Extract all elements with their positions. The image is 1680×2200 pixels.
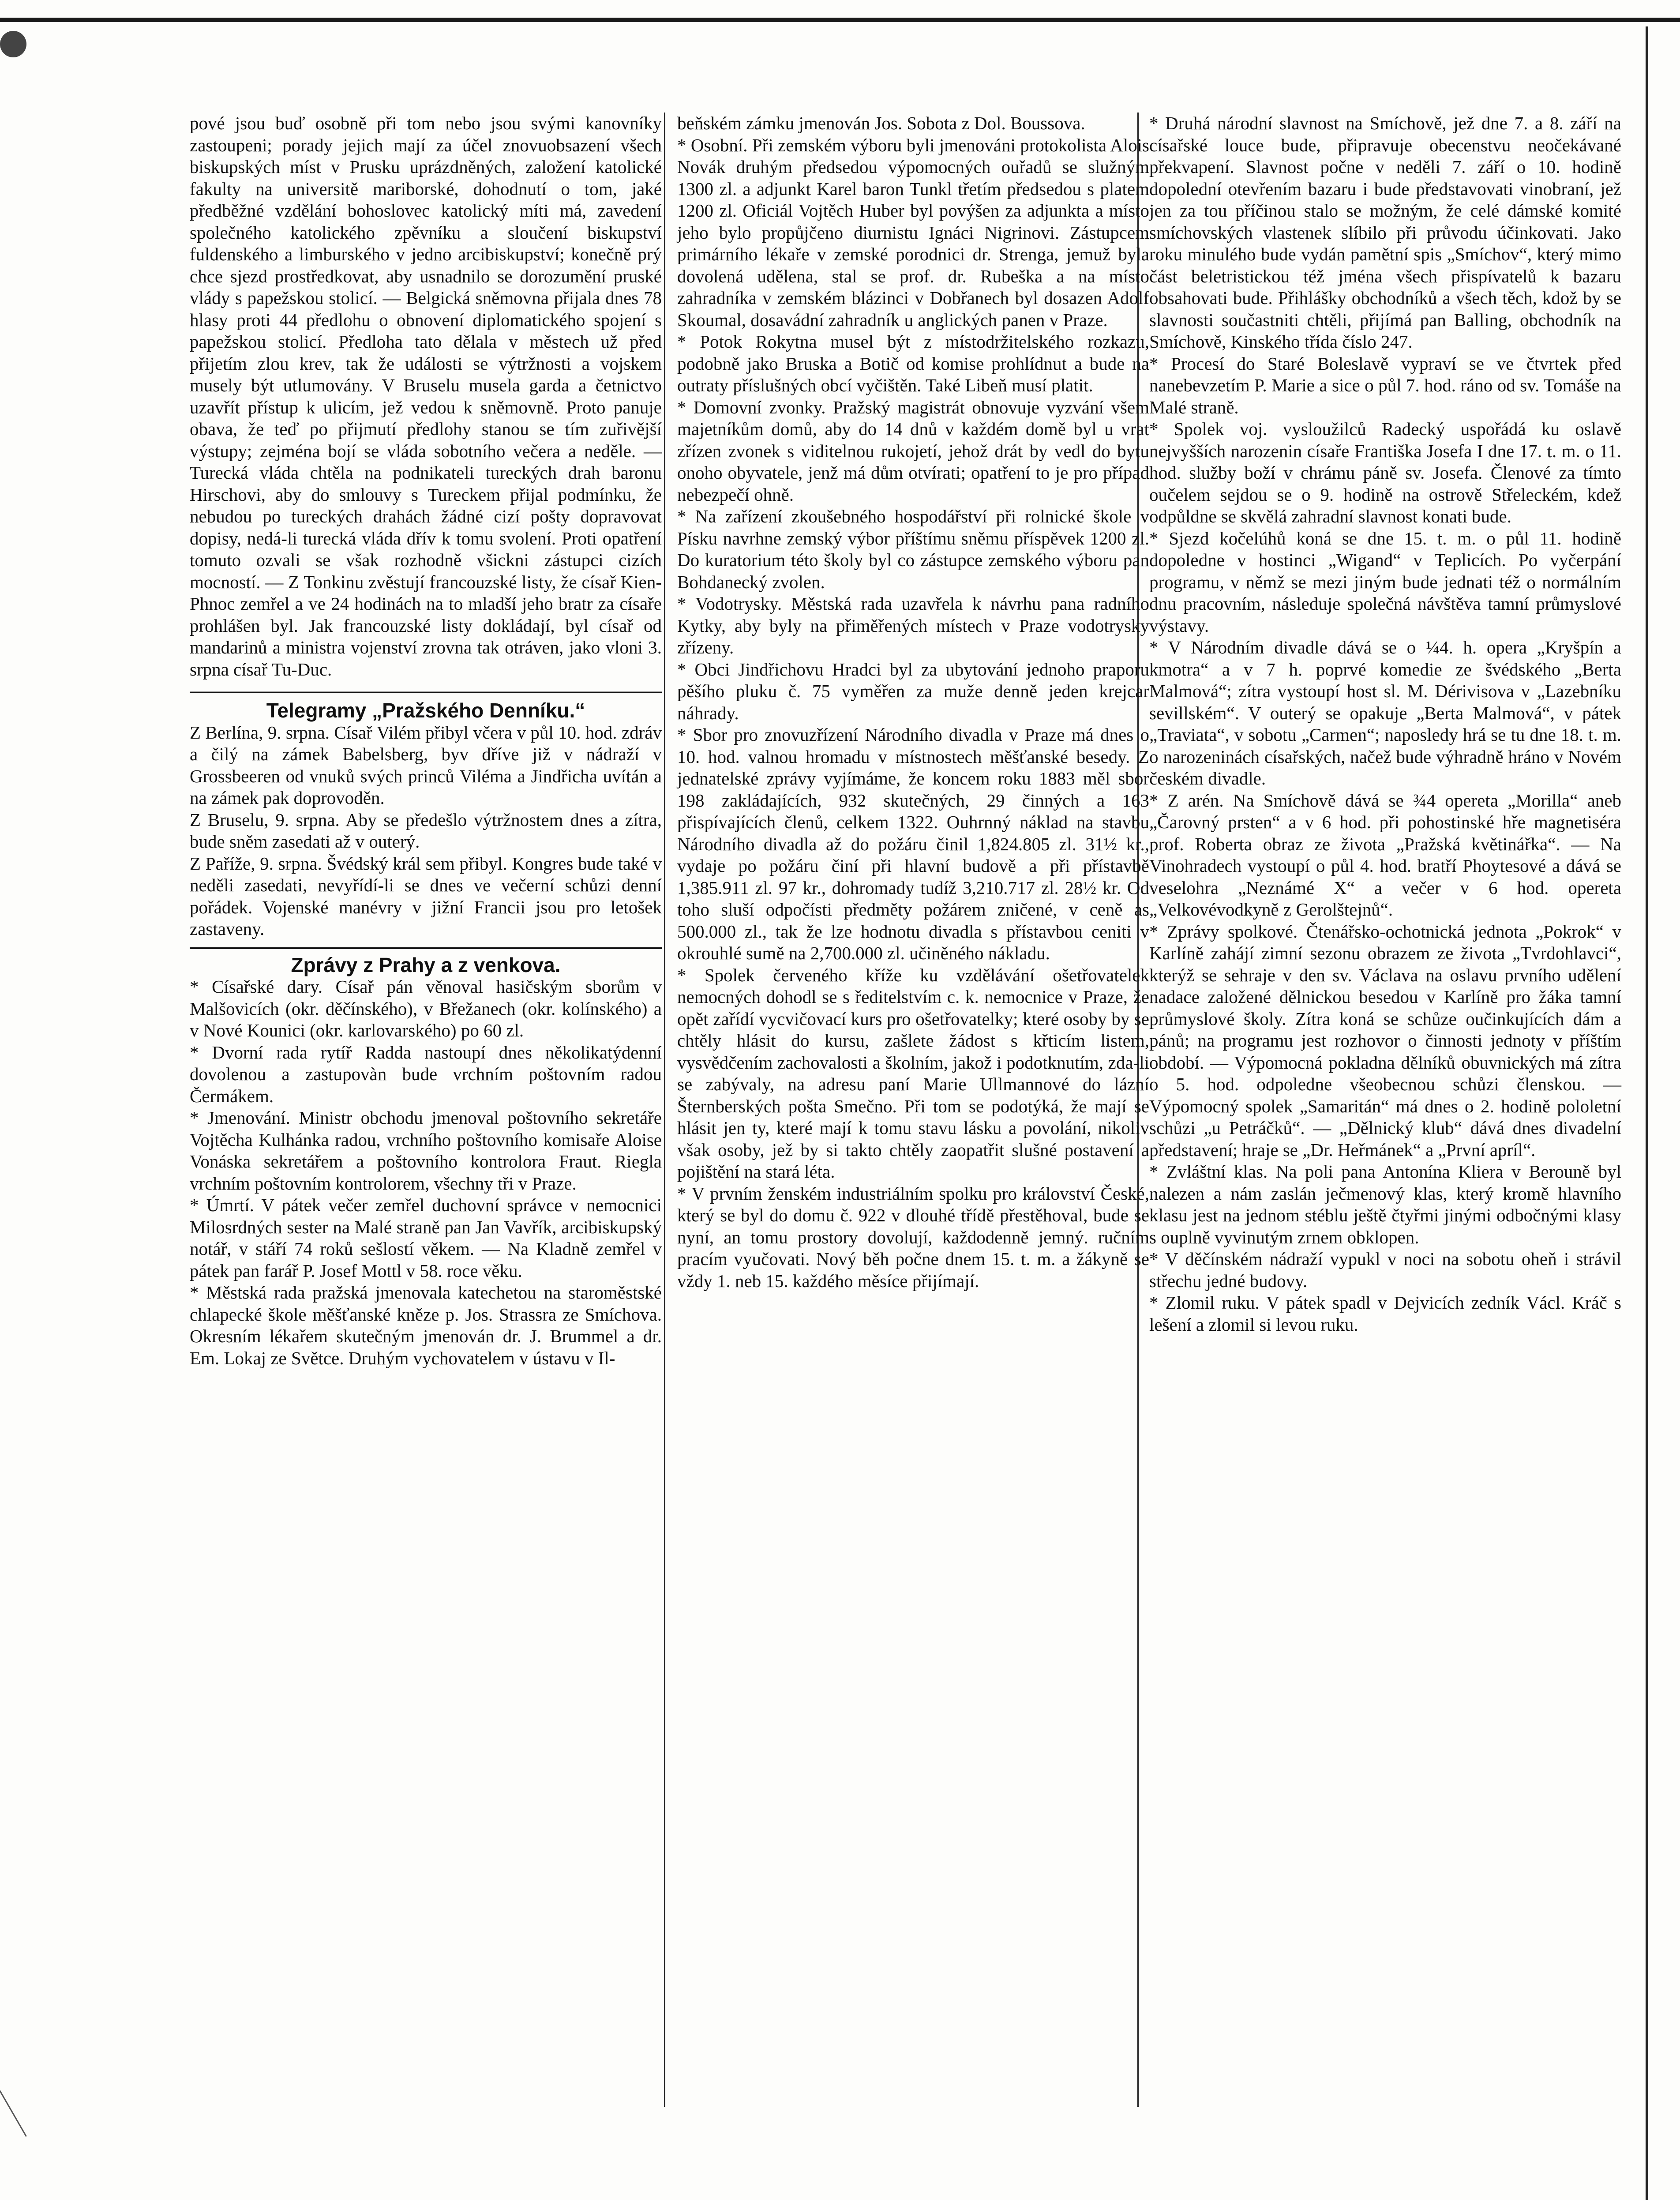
news-item: * Městská rada pražská jmenovala katechetou na staroměstské chlapecké škole měšťanské kněze p. Jos. Strassra ze Smíchova. Okresním lékařem skutečným jmenován dr. J. Brummel a dr. Em. Lokaj ze Světce. Druhým vychovatelem v ústavu v Il- bbox=[190, 1282, 662, 1368]
telegram-paris: Z Paříže, 9. srpna. Švédský král sem přibyl. Kongres bude také v neděli zasedati, nevyřídí-li se dnes ve večerní schůzi denní pořádek. Vojenské manévry v jižní Francii jsou pro letošek zastaveny. bbox=[190, 853, 662, 939]
news-item: * Osobní. Při zemském výboru byli jmenováni protokolista Alois Novák druhým předsedou výpomocných ouřadů se služným 1300 zl. a adjunkt Karel baron Tunkl třetím předsedou s platem 1200 zl. Oficiál Vojtěch Huber byl povýšen za adjunkta a místo jeho bylo propůjčeno diurnistu Ignáci Nigrinovi. Zástupcem primárního lékaře v zemské porodnici dr. Strenga, jemuž byla dovolená udělena, stal se prof. dr. Rubeška a na místo zahradníka v zemském blázinci v Dobřanech byl dosazen Adolf Skoumal, dosavádní zahradník u anglických panen v Praze. bbox=[677, 135, 1149, 330]
news-item: * V prvním ženském industriálním spolku pro království České, který se byl do domu č. 922 v dlouhé třídě přestěhoval, bude se nyní, an tomu prostory dovolují, každodenně jemný. ručním pracím vyučovati. Nový běh počne dnem 15. t. m. a žákyně se vždy 1. neb 15. každého měsíce přijímají. bbox=[677, 1183, 1149, 1291]
news-item: * V děčínském nádraží vypukl v noci na sobotu oheň i strávil střechu jedné budovy. bbox=[1149, 1249, 1621, 1291]
column-divider bbox=[664, 113, 665, 2107]
news-item: * Domovní zvonky. Pražský magistrát obnovuje vyzvání všem majetníkům domů, aby do 14 dnů v každém domě byl u vrat zřízen zvonek s viditelnou rukojetí, jehož drát by vedl do bytu onoho obyvatele, jenž má dům otvírati; opatření to je pro případ nebezpečí ohně. bbox=[677, 397, 1149, 505]
telegram-berlin: Z Berlína, 9. srpna. Císař Vilém přibyl včera v půl 10. hod. zdráv a čilý na zámek Babelsberg, byv dříve již v nádraží v Grossbeeren od vnuků svých princů Viléma a Jindřicha uvítán a na zámek pak doprovoděn. bbox=[190, 722, 662, 808]
scan-blot bbox=[0, 31, 26, 57]
news-item: * Spolek červeného kříže ku vzdělávání ošetřovatelek nemocných dohodl se s ředitelstvím c. k. nemocnice v Praze, že opět zařídí vycvičovací kurs pro ošetřovatelky; které osoby by se chtěly hlásit do kursu, zašlete žádost s křticím listem, vysvědčením zachovalosti a školním, jakož i podotknutím, zda-li se zabývaly, na adresu paní Marie Ullmannové do lázní Šternberských pošta Smečno. Při tom se podotýká, že mají se hlásit jen ty, které mají k tomu stavu lásku a povolání, nikoliv však osoby, jež by si takto chtěly zaopatřit slušné postavení a pojištění na stará léta. bbox=[677, 965, 1149, 1182]
top-rule bbox=[0, 18, 1680, 22]
column-3 bbox=[1149, 113, 1621, 1336]
news-item: * Zprávy spolkové. Čtenářsko-ochotnická jednota „Pokrok“ v Karlíně zahájí zimní sezonu obrazem ze života „Tvrdohlavci“, kterýž se sehraje v den sv. Václava na oslavu prvního udělení nadace založené dělnickou besedou v Karlíně pro žáka tamní průmyslové školy. Zítra koná se schůze oučinkujících dám a pánů; na programu jest rozhovor o činnosti jednoty v příštím období. — Výpomocná pokladna dělníků obuvnických má zítra o 5. hod. odpoledne všeobecnou schůzi členskou. — Výpomocný spolek „Samaritán“ má dnes o 2. hodině pololetní schůzi „u Petráčků“. — „Dělnický klub“ dává dnes divadelní představení; hraje se „Dr. Heřmánek“ a „První apríl“. bbox=[1149, 921, 1621, 1160]
news-item: * Sbor pro znovuzřízení Národního divadla v Praze má dnes o 10. hod. valnou hromadu v místnostech měšťanské besedy. Z jednatelské zprávy vyjímáme, že koncem roku 1883 měl sbor 198 zakládajících, 932 skutečných, 29 činných a 163 přispívajících členů, celkem 1322. Ouhrnný náklad na stavbu Národního divadla až do požáru činil 1,824.805 zl. 31½ kr., vydaje po požáru činí při hlavní budově a při přístavbě 1,385.911 zl. 97 kr., dohromady tudíž 3,210.717 zl. 28½ kr. Od toho sluší odpočísti předměty požárem zničené, v ceně as 500.000 zl., tak že lze hodnotu divadla s přístavbou ceniti v okrouhlé sumě na 2,700.000 zl. učiněného nákladu. bbox=[677, 725, 1149, 963]
news-item: * Druhá národní slavnost na Smíchově, jež dne 7. a 8. září na císařské louce bude, připravuje obecenstvu neočekávané překvapení. Slavnost počne v neděli 7. září o 10. hodině dopolední otevřením bazaru i bude představovati vinobraní, jež jen za tou příčinou stalo se možným, že celé dámské komité smíchovských vlastenek slíbilo při průvodu účinkovati. Jako roku minulého bude vydán pamětní spis „Smíchov“, který mimo část beletristickou též jména všech přispívatelů k bazaru obsahovati bude. Přihlášky obchodníků a všech těch, kdož by se slavnosti součastniti chtěli, přijímá pan Balling, obchodník na Smíchově, Kinského třída číslo 247. bbox=[1149, 113, 1621, 352]
news-item: * Dvorní rada rytíř Radda nastoupí dnes několikatýdenní dovolenou a zastupovàn bude vrchním poštovním radou Čermákem. bbox=[190, 1042, 662, 1106]
news-item: * Zvláštní klas. Na poli pana Antonína Kliera v Berouně byl nalezen a nám zaslán ječmenový klas, který kromě hlavního klasu jest na jednom stéblu ještě čtyřmi jinými odbočnými klasy s ouplně vyvinutým zrnem obklopen. bbox=[1149, 1161, 1621, 1247]
right-edge-rule bbox=[1646, 26, 1648, 2200]
news-item: * Potok Rokytna musel být z místodržitelského rozkazu, podobně jako Bruska a Botič od komise prohlídnut a bude na outraty příslušných obcí vyčištěn. Také Libeň musí platit. bbox=[677, 331, 1149, 395]
news-item: * Císařské dary. Císař pán věnoval hasičským sborům v Malšovicích (okr. děčínského), v Břežanech (okr. kolínského) a v Nové Kounici (okr. karlovarského) po 60 zl. bbox=[190, 976, 662, 1040]
article-text: pové jsou buď osobně při tom nebo jsou svými kanovníky zastoupeni; porady jejich mají za účel znovuobsazení všech biskupských míst v Prusku uprázdněných, založení katolické fakulty na universitě mariborské, dohodnutí o tom, jaké předběžné vzdělání bohoslovec katolický míti má, zavedení společného katolického zpěvníku a sloučení biskupství fuldenského a limburského v jedno arcibiskupství; konečně prý chce sjezd prostředkovat, aby usnadnilo se dorozumění pruské vlády s papežskou stolicí. — Belgická sněmovna přijala dnes 78 hlasy proti 44 předlohu o obnovení diplomatického spojení s papežskou stolicí. Předloha tato dělala v městech už před přijetím zlou krev, tak že události se výtržnosti a vojskem musely být utlumovány. V Bruselu musela garda a četnictvo uzavřít přístup k ulicím, jež vedou k sněmovně. Proto panuje obava, že teď po přijmutí předlohy stanou se tím zuřivější výstupy; zejména bojí se vláda sobotního večera a neděle. — Turecká vláda chtěla na podnikateli tureckých drah baronu Hirschovi, aby do smlouvy s Tureckem přijal podmínku, že nebudou po tureckých drahách žádné cizí pošty dopravovat dopisy, nedá-li turecká vláda dřív k tomu svolení. Proti opatření tomuto ozvali se však rozhodně všickni zástupci cizích mocností. — Z Tonkinu zvěstují francouzské listy, že císař Kien-Phnoc zemřel a ve 24 hodinách na to mladší jeho bratr za císaře prohlášen byl. Jak francouzské listy dokládají, byl císař od mandarinů a ministra vojenství zrovna tak otráven, jako vloni 3. srpna císař Tu-Duc. bbox=[190, 113, 662, 680]
news-item: * Z arén. Na Smíchově dává se ¾4 opereta „Morilla“ aneb „Čarovný prsten“ a v 6 hod. při pohostinské hře magnetiséra prof. Roberta obraz ze života „Pražská květinářka“. — Na Vinohradech vystoupí o půl 4. hod. bratří Phoytesové a dává se veselohra „Neznámé X“ a večer v 6 hod. opereta „Velkovévodkyně z Gerolštejnů“. bbox=[1149, 790, 1621, 920]
news-item: * Procesí do Staré Boleslavě vypraví se ve čtvrtek před nanebevzetím P. Marie a sice o půl 7. hod. ráno od sv. Tomáše na Malé straně. bbox=[1149, 353, 1621, 417]
news-item: * Zlomil ruku. V pátek spadl v Dejvicích zedník Václ. Kráč s lešení a zlomil si levou ruku. bbox=[1149, 1292, 1621, 1335]
section-divider bbox=[190, 947, 662, 949]
news-item: * Na zařízení zkoušebného hospodářství při rolnické škole v Písku navrhne zemský výbor příštímu sněmu příspěvek 1200 zl. Do kuratorium této školy byl co zástupce zemského výboru pan Bohdanecký zvolen. bbox=[677, 506, 1149, 592]
column-1 bbox=[190, 113, 662, 1369]
section-heading-telegrams: Telegramy „Pražského Denníku.“ bbox=[266, 699, 585, 722]
section-heading-news: Zprávy z Prahy a z venkova. bbox=[291, 953, 561, 976]
news-item: * V Národním divadle dává se o ¼4. h. opera „Kryšpín a kmotra“ a v 7 h. poprvé komedie ze švédského „Berta Malmová“; zítra vystoupí host sl. M. Dérivisova v „Lazebníku sevillském“. V outerý se opakuje „Berta Malmová“, v pátek „Traviata“, v sobotu „Carmen“; naposledy hrá se tu dne 18. t. m. o narozeninách císařských, načež bude výhradně hráno v Novém českém divadle. bbox=[1149, 637, 1621, 788]
column-2 bbox=[677, 113, 1149, 1292]
news-item: * Úmrtí. V pátek večer zemřel duchovní správce v nemocnici Milosrdných sester na Malé straně pan Jan Vavřík, arcibiskupský notář, v stáří 74 roků sešlostí věkem. — Na Kladně zemřel v pátek pan farář P. Josef Mottl v 58. roce věku. bbox=[190, 1195, 662, 1281]
news-item: * Sjezd kočelúhů koná se dne 15. t. m. o půl 11. hodině dopoledne v hostinci „Wigand“ v Teplicích. Po vyčerpání programu, v němž se mezi jiným bude jednati též o normálním dnu pracovním, následuje společná návštěva tamní průmyslové výstavy. bbox=[1149, 528, 1621, 636]
telegram-brussels: Z Bruselu, 9. srpna. Aby se předešlo výtržnostem dnes a zítra, bude sněm zasedati až v outerý. bbox=[190, 809, 662, 852]
section-divider bbox=[190, 691, 662, 695]
news-item: * Jmenování. Ministr obchodu jmenoval poštovního sekretáře Vojtěcha Kulhánka radou, vrchního poštovního komisaře Aloise Vonáska sekretářem a poštovního kontrolora Fraut. Riegla vrchním poštovním kontrolorem, všechny tři v Praze. bbox=[190, 1108, 662, 1194]
news-item: * Obci Jindřichovu Hradci byl za ubytování jednoho praporu pěšího pluku č. 75 vyměřen za muže denně jeden krejcar náhrady. bbox=[677, 659, 1149, 723]
news-item: * Vodotrysky. Městská rada uzavřela k návrhu pana radního Kytky, aby byly na přiměřených místech v Praze vodotrysky zřízeny. bbox=[677, 593, 1149, 657]
news-item: beňském zámku jmenován Jos. Sobota z Dol. Boussova. bbox=[677, 113, 1085, 133]
news-item: * Spolek voj. vysloužilců Radecký uspořádá ku oslavě nejvyšších narozenin císaře Františka Josefa I dne 17. t. m. o 11. hod. služby boží v chrámu páně sv. Josefa. Členové za tímto oučelem sejdou se o 9. hodině na ostrově Střeleckém, kdež odpůldne se skvělá zahradní slavnost konati bude. bbox=[1149, 419, 1621, 526]
